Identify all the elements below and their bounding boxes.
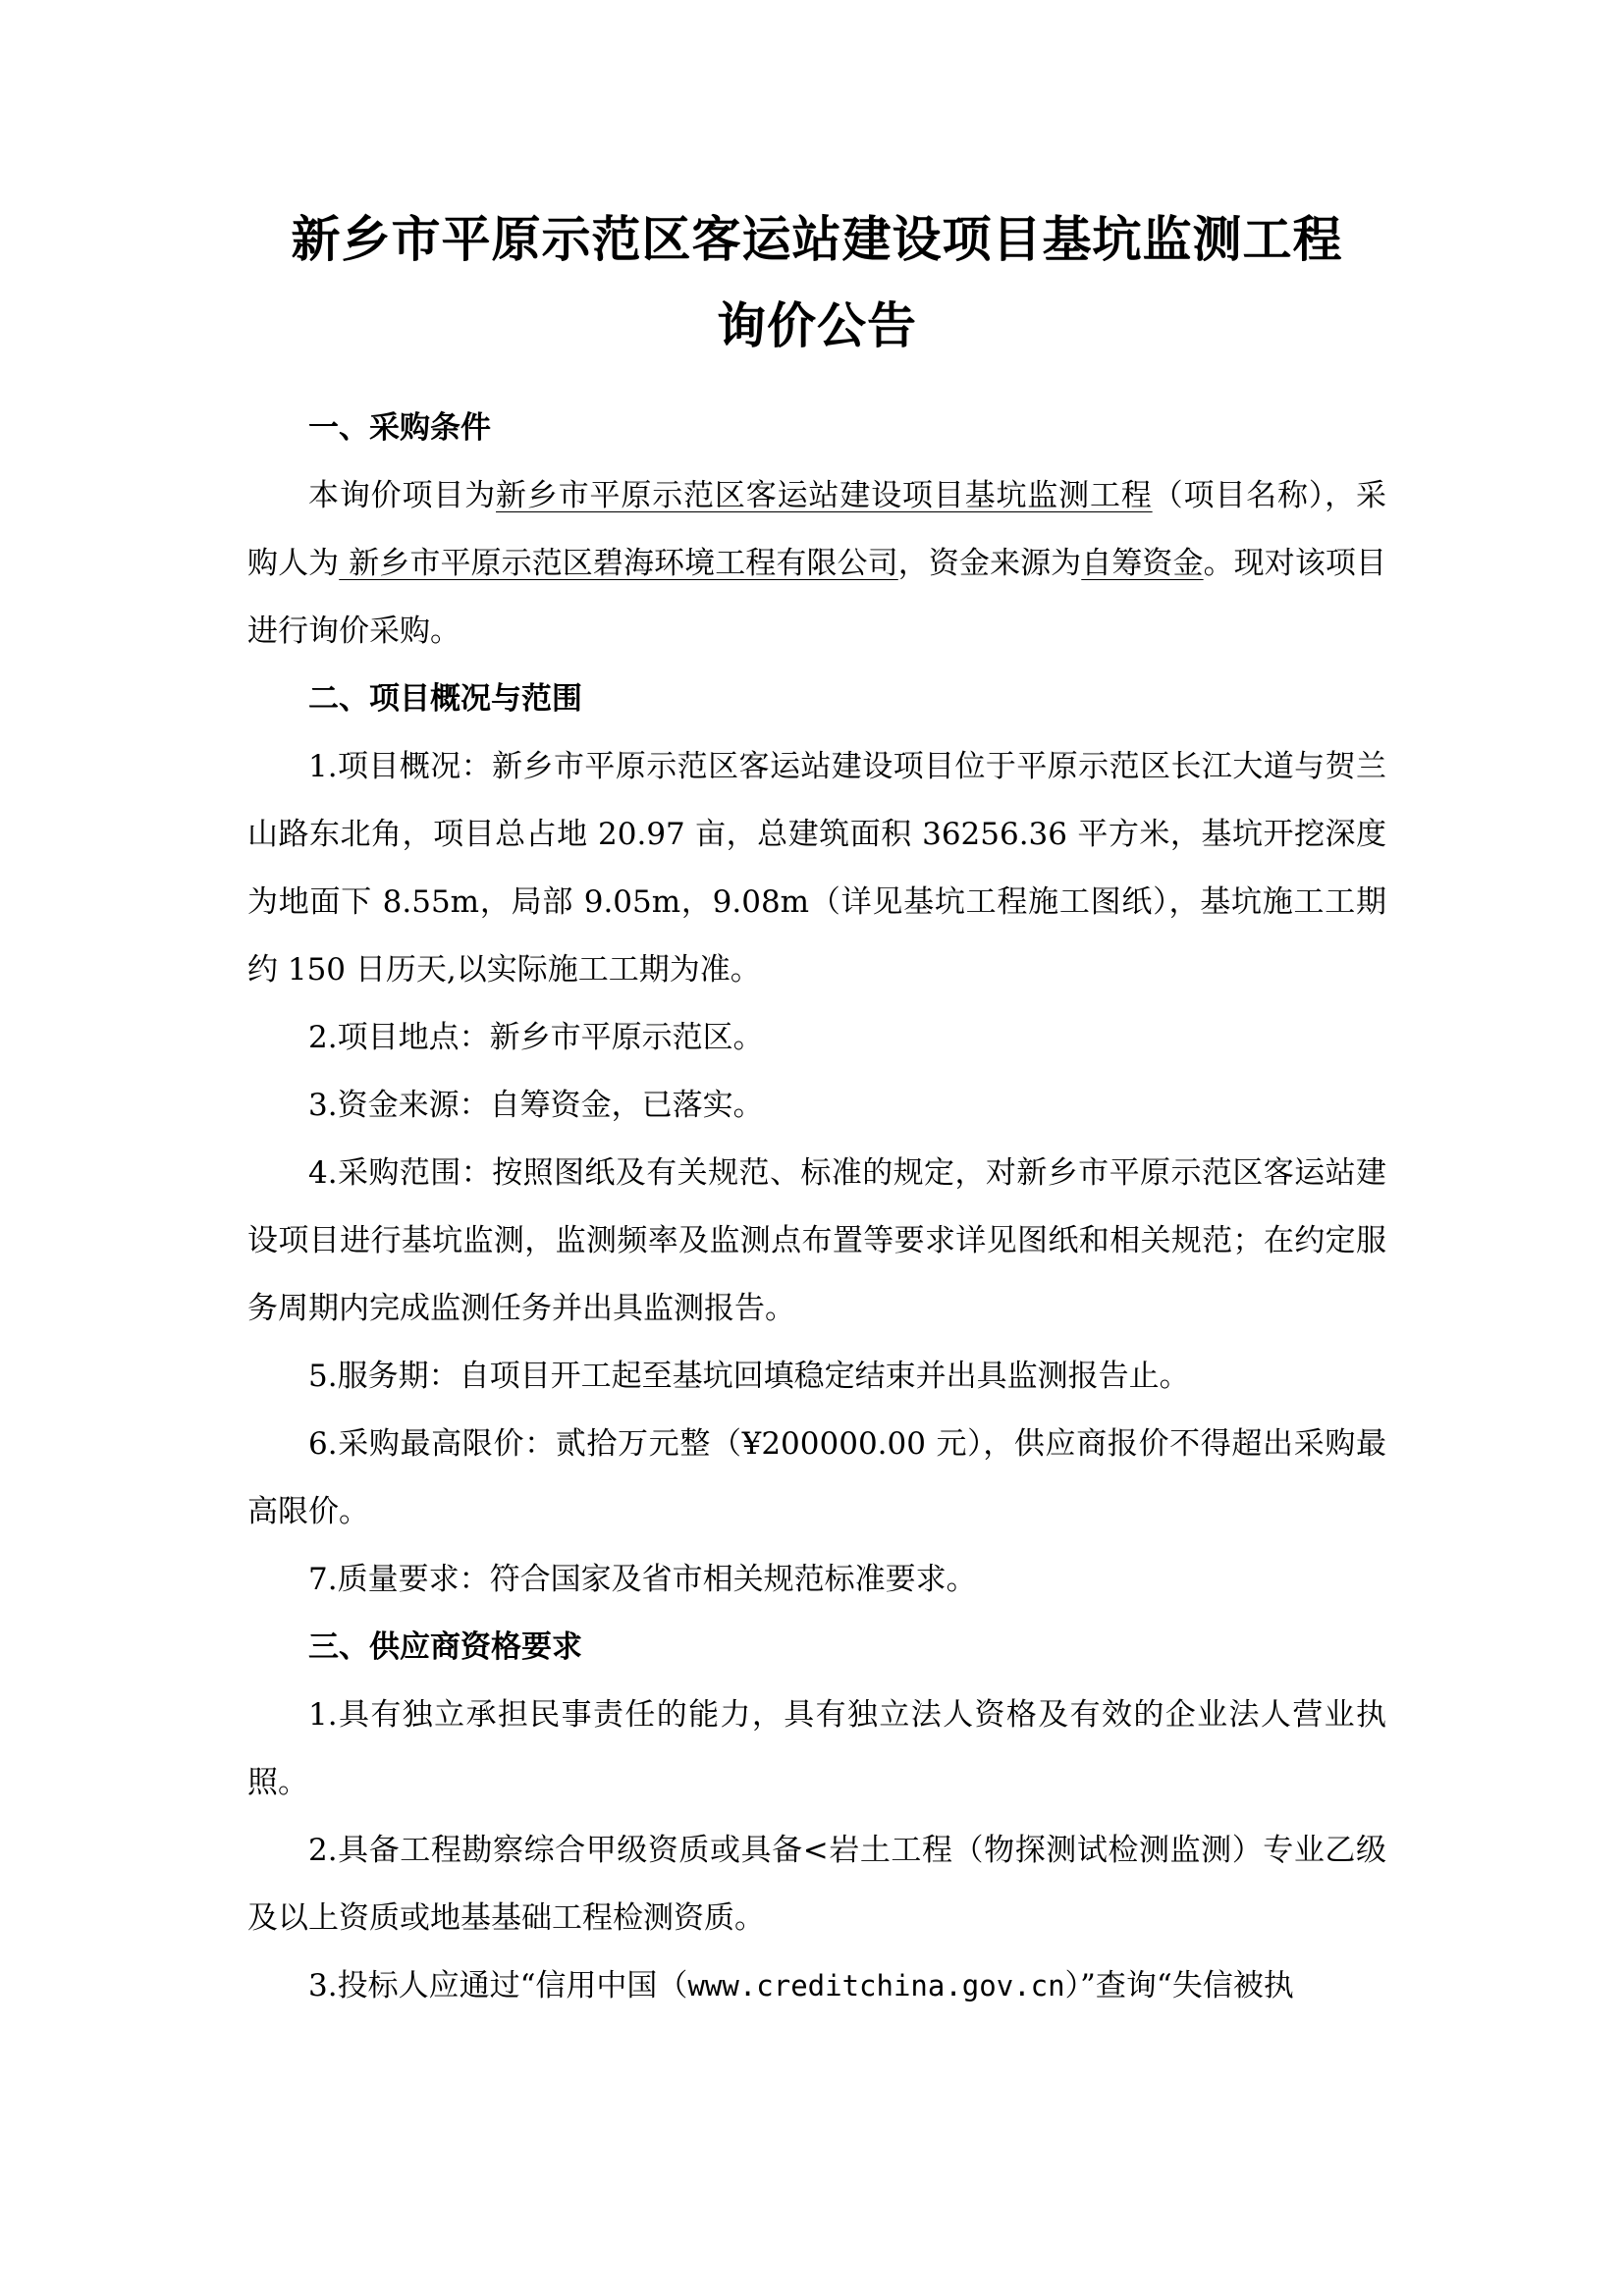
text: （项目名称），采购人为 — [247, 478, 1387, 581]
section-2-item-6: 6.采购最高限价：贰拾万元整（¥200000.00 元），供应商报价不得超出采购最高限价。 — [247, 1426, 1386, 1529]
section-3-item-3 — [247, 1952, 1386, 2020]
title-line-2: 询价公告 — [717, 296, 917, 354]
text: 本询价项目为 — [308, 478, 497, 513]
section-2-item-3: 3.资金来源：自筹资金，已落实。 — [308, 1088, 764, 1123]
credit-china-url: www.creditchina.gov.cn — [687, 1969, 1065, 2002]
section-2-item-2: 2.项目地点：新乡市平原示范区。 — [308, 1020, 764, 1055]
project-name: 新乡市平原示范区客运站建设项目基坑监测工程 — [496, 478, 1153, 513]
fund-source: 自筹资金 — [1081, 546, 1204, 581]
section-2-item-7: 7.质量要求：符合国家及省市相关规范标准要求。 — [308, 1562, 977, 1597]
purchaser-name: 新乡市平原示范区碧海环境工程有限公司 — [339, 546, 898, 581]
section-3-item-2: 2.具备工程勘察综合甲级资质或具备<岩土工程（物探测试检测监测）专业乙级及以上资质或地基基础工程检测资质。 — [247, 1833, 1386, 1936]
section-2-item-1: 1.项目概况：新乡市平原示范区客运站建设项目位于平原示范区长江大道与贺兰山路东北角，项目总占地 20.97 亩，总建筑面积 36256.36 平方米，基坑开挖深度为地面下 8.55m，局部 9.05m，9.08m（详见基坑工程施工图纸），基坑施工工期约 150 日历天,以实际施工工期为准。 — [247, 749, 1386, 988]
section-2-item-5: 5.服务期：自项目开工起至基坑回填稳定结束并出具监测报告止。 — [308, 1359, 1190, 1394]
section-1-paragraph — [247, 462, 1386, 666]
text: 3.投标人应通过“信用中国（ — [308, 1968, 688, 2003]
section-3-heading: 三、供应商资格要求 — [308, 1629, 582, 1665]
section-3-item-1: 1.具有独立承担民事责任的能力，具有独立法人资格及有效的企业法人营业执照。 — [247, 1697, 1386, 1800]
text: ）”查询“失信被执 — [1064, 1968, 1294, 2003]
document-page — [247, 196, 1386, 2020]
section-1-heading: 一、采购条件 — [308, 410, 491, 446]
text: 。现对该项目进行询价采购。 — [247, 546, 1387, 649]
title-line-1: 新乡市平原示范区客运站建设项目基坑监测工程 — [291, 210, 1343, 268]
section-2-item-4: 4.采购范围：按照图纸及有关规范、标准的规定，对新乡市平原示范区客运站建设项目进行基坑监测，监测频率及监测点布置等要求详见图纸和相关规范；在约定服务周期内完成监测任务并出具监测报告。 — [247, 1155, 1386, 1326]
section-2-heading: 二、项目概况与范围 — [308, 681, 582, 717]
text: ，资金来源为 — [897, 546, 1082, 581]
